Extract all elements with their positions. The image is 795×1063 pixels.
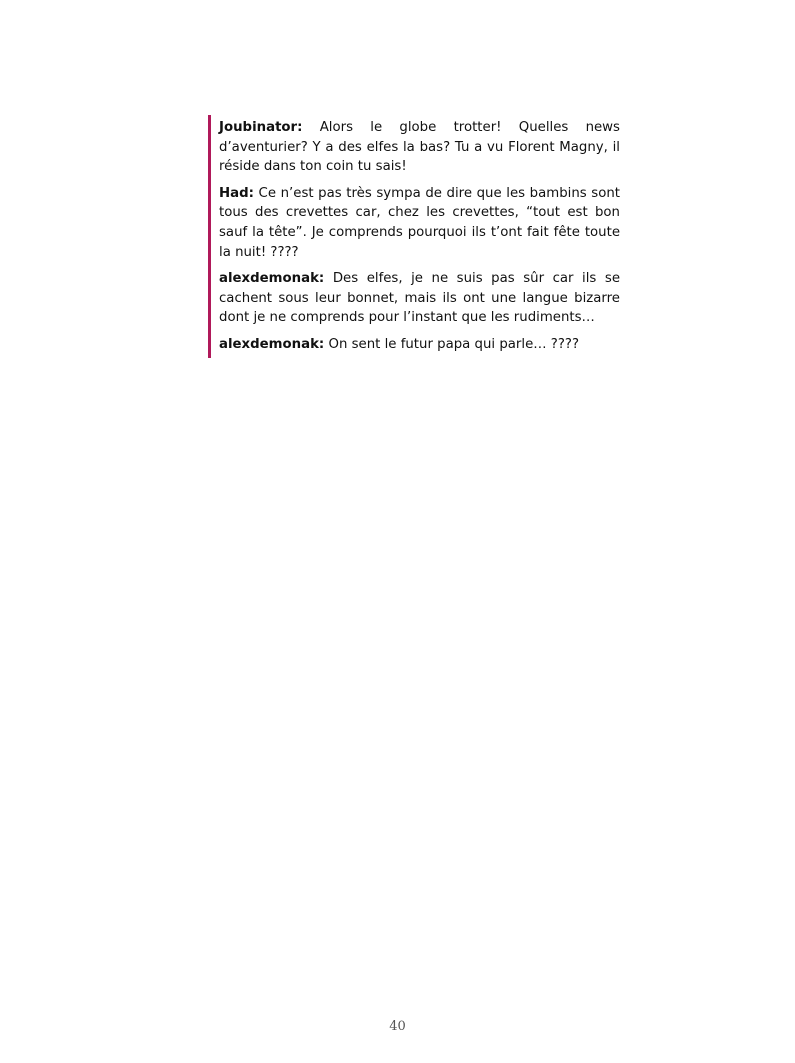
comment-item — [219, 184, 620, 262]
comment-author: alexdemonak: — [219, 336, 325, 352]
comment-item — [219, 118, 620, 177]
comment-text: Ce n’est pas très sympa de dire que les bambins sont tous des crevettes car, chez les crevettes, “tout est bon sauf la tête”. Je comprends pourquoi ils t’ont fait fête toute la nuit! ???? — [219, 185, 620, 260]
comment-text: Des elfes, je ne suis pas sûr car ils se cachent sous leur bonnet, mais ils ont une langue bizarre dont je ne comprends pour l’instant que les rudiments… — [219, 271, 620, 326]
comment-thread — [208, 115, 620, 358]
comment-item — [219, 335, 620, 355]
page-number: 40 — [389, 1019, 406, 1034]
comment-text: On sent le futur papa qui parle… ???? — [328, 336, 580, 352]
comment-item — [219, 269, 620, 328]
comment-author: alexdemonak: — [219, 271, 325, 287]
comment-text: Alors le globe trotter! Quelles news d’aventurier? Y a des elfes la bas? Tu a vu Florent Magny, il réside dans ton coin tu sais! — [219, 120, 620, 175]
comment-author: Had: — [219, 185, 254, 201]
comment-author: Joubinator: — [219, 120, 303, 135]
